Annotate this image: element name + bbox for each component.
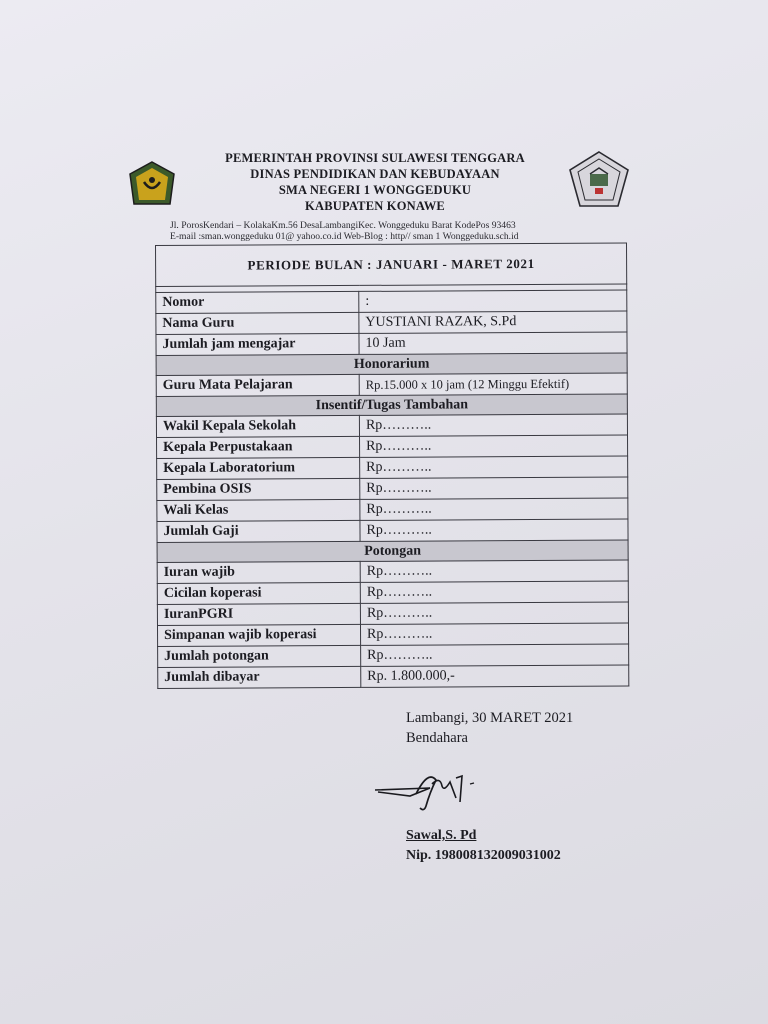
header-line-school: SMA NEGERI 1 WONGGEDUKU xyxy=(278,183,472,197)
table-row xyxy=(157,581,628,604)
signer-info xyxy=(406,826,561,866)
row-value: Rp……….. xyxy=(360,498,628,520)
row-label: Cicilan koperasi xyxy=(157,582,360,604)
row-value: Rp……….. xyxy=(360,456,628,478)
letterhead xyxy=(120,148,640,244)
row-value: Rp……….. xyxy=(360,519,628,541)
row-label: Wali Kelas xyxy=(157,499,360,521)
table-row xyxy=(156,290,627,313)
row-value: Rp……….. xyxy=(360,602,628,624)
table-row xyxy=(157,519,628,542)
row-label: Nomor xyxy=(156,291,359,313)
row-value: Rp……….. xyxy=(359,414,627,436)
row-label: Jumlah potongan xyxy=(158,645,361,667)
row-value: 10 Jam xyxy=(359,332,627,354)
table-row xyxy=(157,602,628,625)
signer-name: Sawal,S. Pd xyxy=(406,828,477,843)
row-label: Jumlah jam mengajar xyxy=(156,333,359,355)
section-heading: Potongan xyxy=(157,540,628,562)
row-value: Rp. 1.800.000,- xyxy=(361,665,629,687)
row-value: Rp.15.000 x 10 jam (12 Minggu Efektif) xyxy=(359,373,627,395)
section-heading: Honorarium xyxy=(156,353,627,375)
contact-line: E-mail :sman.wonggeduku 01@ yahoo.co.id Web-Blog : http// sman 1 Wonggeduku.sch.id xyxy=(170,231,519,242)
address-block xyxy=(170,220,600,242)
table-row xyxy=(157,435,628,458)
signer-nip: Nip. 198008132009031002 xyxy=(406,848,561,863)
school-emblem-icon xyxy=(568,150,630,208)
row-label: Simpanan wajib koperasi xyxy=(157,624,360,646)
row-label: Kepala Laboratorium xyxy=(157,457,360,479)
table-row xyxy=(156,311,627,334)
table-row xyxy=(157,623,628,646)
row-value: Rp……….. xyxy=(360,623,628,645)
row-value: Rp……….. xyxy=(360,435,628,457)
table-row xyxy=(157,560,628,583)
row-value: Rp……….. xyxy=(361,644,629,666)
header-line-agency: DINAS PENDIDIKAN DAN KEBUDAYAAN xyxy=(250,167,500,181)
address-line: Jl. PorosKendari – KolakaKm.56 DesaLambangiKec. Wonggeduku Barat KodePos 93463 xyxy=(170,220,516,231)
period-row xyxy=(156,243,627,286)
row-value: Rp……….. xyxy=(360,477,628,499)
place-date: Lambangi, 30 MARET 2021 xyxy=(406,710,574,726)
table-row xyxy=(158,644,629,667)
header-line-government: PEMERINTAH PROVINSI SULAWESI TENGGARA xyxy=(225,151,525,165)
section-heading: Insentif/Tugas Tambahan xyxy=(156,394,627,416)
table-row xyxy=(158,665,629,688)
row-label: Jumlah Gaji xyxy=(157,520,360,542)
period-title: PERIODE BULAN : JANUARI - MARET 2021 xyxy=(156,243,627,286)
row-value: : xyxy=(359,290,627,312)
row-label: Pembina OSIS xyxy=(157,478,360,500)
row-value: YUSTIANI RAZAK, S.Pd xyxy=(359,311,627,333)
row-label: Nama Guru xyxy=(156,312,359,334)
table-row xyxy=(156,373,627,396)
table-row xyxy=(157,477,628,500)
province-emblem-icon xyxy=(128,160,176,208)
table-row xyxy=(157,456,628,479)
section-potongan xyxy=(157,540,628,562)
row-label: Guru Mata Pelajaran xyxy=(156,374,359,396)
signer-role: Bendahara xyxy=(406,730,468,746)
handwritten-signature xyxy=(370,762,490,822)
header-line-regency: KABUPATEN KONAWE xyxy=(305,199,445,213)
row-value: Rp……….. xyxy=(360,581,628,603)
row-label: IuranPGRI xyxy=(157,603,360,625)
letterhead-titles xyxy=(175,150,575,214)
section-insentif xyxy=(156,394,627,416)
row-label: Iuran wajib xyxy=(157,561,360,583)
table-row xyxy=(156,332,627,355)
table-row xyxy=(157,498,628,521)
row-label: Wakil Kepala Sekolah xyxy=(156,415,359,437)
row-label: Jumlah dibayar xyxy=(158,666,361,688)
signature-block xyxy=(406,708,656,748)
salary-slip-table xyxy=(155,243,629,689)
section-honorarium xyxy=(156,353,627,375)
row-value: Rp……….. xyxy=(360,560,628,582)
row-label: Kepala Perpustakaan xyxy=(157,436,360,458)
table-row xyxy=(156,414,627,437)
